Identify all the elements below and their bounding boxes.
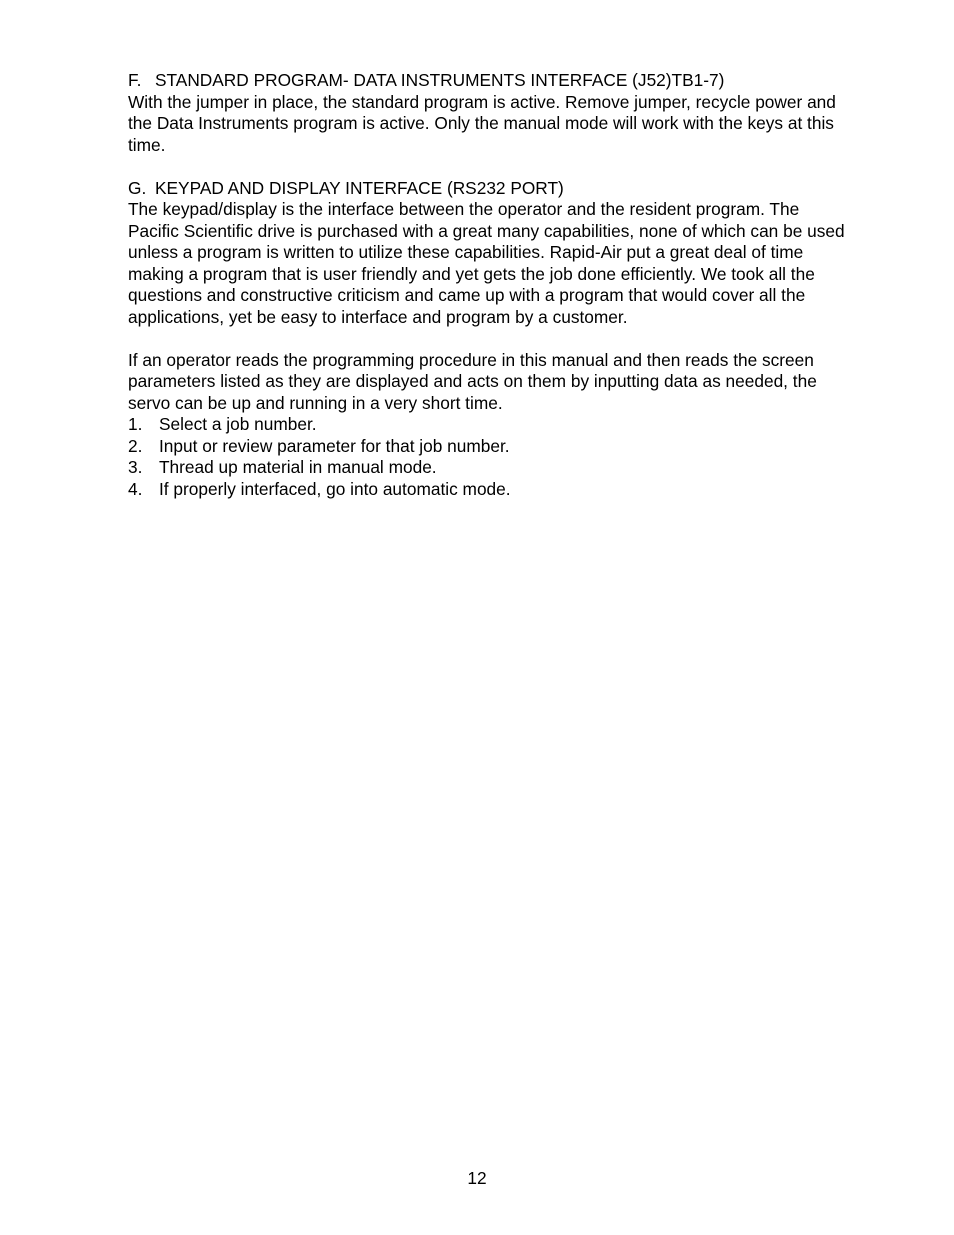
section-f-letter: F. xyxy=(128,70,142,90)
step-number: 3. xyxy=(128,457,143,477)
document-body xyxy=(128,70,848,522)
list-item xyxy=(128,479,848,501)
section-f-paragraph: With the jumper in place, the standard program is active. Remove jumper, recycle power and the Data Instruments program is active. Only the manual mode will work with the keys at this time. xyxy=(128,91,836,155)
section-g-paragraph-1: The keypad/display is the interface between the operator and the resident program. The Pacific Scientific drive is purchased with a great many capabilities, none of which can be used unless a program is written to utilize these capabilities. Rapid-Air put a great deal of time making a program that is user friendly and yet gets the job done efficiently. We took all the questions and constructive criticism and came up with a program that would cover all the applications, yet be easy to interface and program by a customer. xyxy=(128,199,845,327)
section-f xyxy=(128,70,848,156)
step-number: 2. xyxy=(128,435,143,456)
step-number: 4. xyxy=(128,478,143,499)
step-text: Input or review parameter for that job number. xyxy=(159,435,510,456)
step-text: If properly interfaced, go into automatic mode. xyxy=(159,478,511,499)
page-number: 12 xyxy=(467,1168,487,1188)
step-number: 1. xyxy=(128,414,143,434)
section-f-title: STANDARD PROGRAM- DATA INSTRUMENTS INTERFACE (J52)TB1-7) xyxy=(155,70,725,90)
list-item xyxy=(128,457,848,479)
procedure-steps-list xyxy=(128,414,848,500)
list-item xyxy=(128,436,848,458)
list-item xyxy=(128,414,848,436)
section-g-paragraph-2: If an operator reads the programming procedure in this manual and then reads the screen parameters listed as they are displayed and acts on them by inputting data as needed, the servo can be up and running in a very short time. xyxy=(128,349,817,413)
section-f-heading xyxy=(128,70,848,92)
step-text: Select a job number. xyxy=(159,414,317,434)
section-g xyxy=(128,178,848,501)
section-g-title: KEYPAD AND DISPLAY INTERFACE (RS232 PORT) xyxy=(155,177,564,198)
section-g-heading xyxy=(128,178,848,200)
step-text: Thread up material in manual mode. xyxy=(159,457,437,477)
section-g-letter: G. xyxy=(128,177,147,198)
